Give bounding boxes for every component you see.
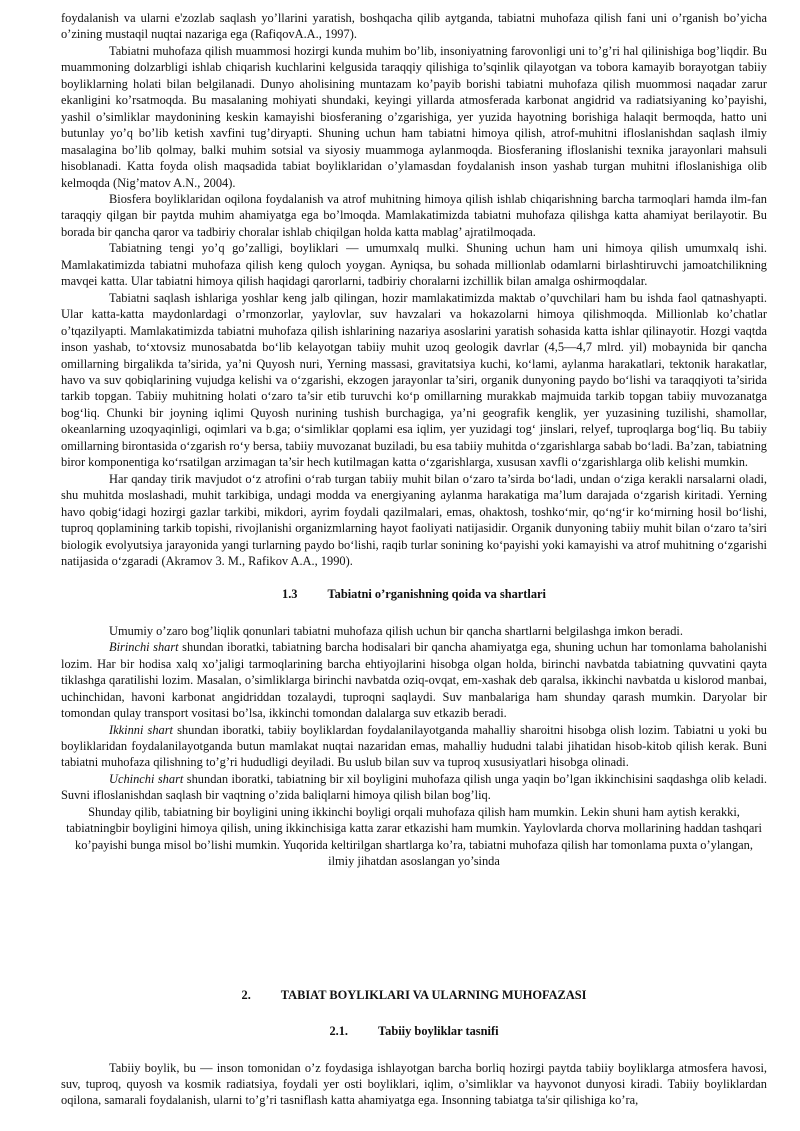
- section-number: 2.1.: [329, 1024, 349, 1039]
- paragraph-closing: Shunday qilib, tabiatning bir boyligini uning ikkinchi boyligi orqali muhofaza qilish ham mumkin. Lekin shuni ham aytish kerakki, tabiatningbir boyligini himoya qilish, uning ikkinchisiga katta zarar etkazishi ham mumkin. Yaylovlarda chorva mollarining haddan tashqari ko’payishi bunga misol bo’lishi mumkin. Yuqorida keltirilgan shartlarga ko’ra, tabiatni muhofaza qilish har tomonlama puxta o’ylangan, ilmiy jihatdan asoslangan yo’sinda: [66, 804, 762, 869]
- section-title: Tabiatni o’rganishning qoida va shartlari: [327, 587, 546, 602]
- section-number: 1.3: [282, 587, 298, 602]
- paragraph: Biosfera boyliklaridan oqilona foydalanish va atrof muhitning himoya qilish ishlab chiqarishning barcha tarmoqlari hamda ilm-fan taraqqiy qilgan bir paytda muhim ahamiyatga ega bo’lmoqda. Mamlakatimizda tabiatni muhofaza qilishga katta ahamiyat berilayotir. Bu borada bir qancha qaror va tadbiriy choralar ishlab chiqilgan holda katta mablag’ ajratilmoqada.: [61, 191, 767, 239]
- paragraph: Tabiiy boylik, bu — inson tomonidan o’z foydasiga ishlayotgan barcha borliq hozirgi paytda tabiiy boyliklarga atmosfera havosi, suv, tuproq, quyosh va kosmik radiatsiya, foydali yer osti boyliklari, iqlim, o’simliklar va hayvonot dunyosi kiradi. Tabiiy boyliklardan oqilona, samarali foydalanish, ularni to’g’ri tasniflash katta ahamiyatga ega. Insonning tabiatga ta'sir qilishiga ko’ra,: [61, 1060, 767, 1108]
- paragraph-third-condition: [61, 771, 767, 804]
- chapter-heading-2: [61, 987, 767, 1003]
- third-condition-text: shundan iboratki, tabiatning bir xil boyligini muhofaza qilish unga yaqin bo’lgan ikkinchisini saqdashga olib keladi. Suvni ifloslanishdan saqlash bir vaqtning o’zida baliqlarni himoya qilish bilan bog’liq.: [61, 771, 767, 803]
- second-condition-label: Ikkinni shart: [109, 722, 173, 737]
- chapter-title: TABIAT BOYLIKLARI VA ULARNING MUHOFAZASI: [280, 987, 587, 1002]
- section-heading-1-3: [61, 586, 767, 602]
- paragraph-first-condition: [61, 639, 767, 721]
- paragraph-second-condition: [61, 722, 767, 771]
- section-heading-2-1: [61, 1023, 767, 1039]
- paragraph: Tabiatning tengi yo’q go’zalligi, boyliklari — umumxalq mulki. Shuning uchun ham uni himoya qilish umumxalq ishi. Mamlakatimizda tabiatni muhofaza qilish keng quloch yoygan. Ayniqsa, bu sohada millionlab odamlarni birlashtiruvchi jamoatchilikning mavqei katta. Ular tabiatni himoya qilish haqidagi qarorlarni, tadbiriy choralarni izchillik bilan amalga oshirmoqdalar.: [61, 241, 767, 289]
- paragraph: Umumiy o’zaro bog’liqlik qonunlari tabiatni muhofaza qilish uchun bir qancha shartlarni belgilashga imkon beradi.: [109, 623, 683, 638]
- section-title: Tabiiy boyliklar tasnifi: [378, 1024, 499, 1039]
- third-condition-label: Uchinchi shart: [109, 771, 184, 786]
- paragraph: foydalanish va ularni e'zozlab saqlash yo’llarini yaratish, boshqacha qilib aytganda, tabiatni muhofaza qilish fani uni o’rganish bo’yicha o’zining mustaqil nuqtai nazariga ega (RafiqovA.A., 1997).: [61, 11, 767, 42]
- second-condition-text: shundan iboratki, tabiiy boyliklardan foydalanilayotganda mahalliy sharoitni hisobga olish lozim. Tabiatni u yoki bu boyliklaridan foydalanilayotganda butun mamlakat nuqtai nazaridan emas, mahalliy hududni talabi jihatidan hisob-kitob qilish kerak. Buni tabiatni muhofaza qilishning to’g’ri hududligi deyiladi. Bu uslub bilan suv va tuproq xususiyatlari hisobga olinadi.: [61, 722, 767, 770]
- paragraph: Tabiatni muhofaza qilish muammosi hozirgi kunda muhim bo’lib, insoniyatning farovonligi uni to’g’ri hal qilinishiga bog’liqdir. Bu muammoning dolzarbligi ishlab chiqarish kuchlarini kelgusida taraqqiy qilishiga to’sqinlik qilayotgan va tobora kamayib borayotgan tabiiy boyliklarning holati bilan belgilanadi. Dunyo aholisining muntazam ko’payib borishi tabiatni muhofaza qilish muommosi naqadar zarur ekanligini ko’rsatmoqda. Bu masalaning mohiyati shundaki, keyingi yillarda atmosferada karbonat angidrid va radiatsiyaning ko’payishi, yashil o’simliklar maydonining keskin kamayishi biosferaning o’zgarishiga, yer yuzida hayotning borishiga halaqit bermoqda, hatto uni butunlay yo’q bo’lib ketish xavfini tug’diryapti. Shuning uchun ham tabiatni himoya qilish, atrof-muhitni ifloslanishdan saqlash ilmiy masalagina bo’lib qolmay, balki muhim sotsial va siyosiy muammoga aylanmoqda. Biosferaning ifloslanishi texnika jarayonlari mahsuli hisoblanadi. Katta foyda olish maqsadida tabiat boyliklaridan o’ylamasdan foydalanish inson yashab turgan muhitni ifloslanishiga olib kelmoqda (Nig’matov A.N., 2004).: [61, 43, 767, 190]
- paragraph: Har qanday tirik mavjudot o‘z atrofini o‘rab turgan tabiiy muhit bilan o‘zaro ta’sirda bo‘ladi, undan o‘ziga kerakli narsalarni oladi, shu muhitda moslashadi, muhit tarkibiga, undagi modda va energiyaning aylanma harakatiga ma’lum darajada o‘zgarish kiritadi. Yerning havo qobig‘idagi hozirgi gazlar tarkibi, mikdori, ayrim foydali qazilmalari, emas, ohaktosh, toshko‘mir, qo‘ng‘ir ko‘mirning hosil bo‘lishi, tuproq qoplamining tarkib topishi, rivojlanishi organizmlarning hayot faoliyati natijasidir. Organik dunyoning tabiiy muhit bilan o‘zaro ta’siri biologik evolyutsiya jarayonida yangi turlarning paydo bo‘lishi, raqib turlar sonining ko‘payishi yoki kamayishi va atrof muhitning o‘zgarishi natijasida o‘zgaradi (Akramov 3. M., Rafikov A.A., 1990).: [61, 471, 767, 568]
- chapter-number: 2.: [241, 987, 251, 1002]
- first-condition-text: shundan iboratki, tabiatning barcha hodisalari bir qancha ahamiyatga ega, shuning uchun har tomonlama baholanishi lozim. Har bir hodisa xalq xo’jaligi tarmoqlarining barcha ehtiyojlarini hisobga olgan holda, birinchi navbatda tabiatning quvvatini qayta tiklashga qaratilishi lozim. Masalan, o’simliklarga birinchi navbatda oziq-ovqat, em-xashak deb qaralsa, ikkinchi navbatda u kislorod manbai, uchinchidan, havoni karbonat angidriddan tozalaydi, tuproqni saqlaydi. Suv manbalariga ham shunday qarash mumkin. Daryolar bir tomondan qulay transport vositasi bo’lsa, ikkinchi tomondan dalalarga suv etkazib beradi.: [61, 640, 767, 721]
- paragraph: Tabiatni saqlash ishlariga yoshlar keng jalb qilingan, hozir mamlakatimizda maktab o’quvchilari ham bu ishda faol qatnashyapti. Ular katta-katta maydonlardagi o’rmonzorlar, yaylovlar, suv havzalari va hokazolarni himoya qilishmoqda. Millionlab ko’chatlar o’tqazilyapti. Mamlakatimizda tabiatni muhofaza qilish ishlarining nazariya asoslarini yaratish sohasida katta ishlar qilinayotir. Hozgi vaqtda inson yashab, to‘xtovsiz munosabatda bo‘lib kelayotgan tabiiy muhit uzoq geologik davrlar (4,5—4,7 mlrd. yil) mobaynida bir qancha omillarning birgalikda ta’sirida, ya’ni Quyosh nuri, Yerning massasi, gravitatsiya kuchi, ko‘lami, aylanma harakatlari, tektonik harakatlar, havo va suv qobiqlarining vujudga kelishi va o‘zgarishi, ekzogen jarayonlar ta’siri, organik dunyoning paydo bo‘lishi va taraqqiyoti ta’sirida tarkib topgan. Tabiiy muhitning holati o‘zaro ta’sir etib turuvchi ko‘p omillarning murakkab majmuida tarkib topgan tabiiy muvozanatga bog‘liq. Chunki bir joyning iqlimi Quyosh nurining tushish burchagiga, ya’ni geografik kenglik, yer yuzasining tuzilishi, shamollar, okeanlarning uzoqyaqinligi, oqimlari va b.ga; o‘simliklar qoplami esa iqlim, yer yuzidagi tog‘ jinslari, relyef, tuproqlarga bog‘liq. Bu tabiiy omillarning birontasida o‘zgarish ro‘y bersa, tabiiy muvozanat buziladi, bu esa tabiiy muhitda o‘zgarishlarga sabab bo‘ladi. Ba’zan, tabiatning biror komponentiga ko‘rsatilgan arzimagan ta’sir hech kutilmagan katta o‘zgarishlarga, xususan xavfli o‘zgarishlarga olib kelishi mumkin.: [61, 290, 767, 470]
- first-condition-label: Birinchi shart: [109, 640, 179, 655]
